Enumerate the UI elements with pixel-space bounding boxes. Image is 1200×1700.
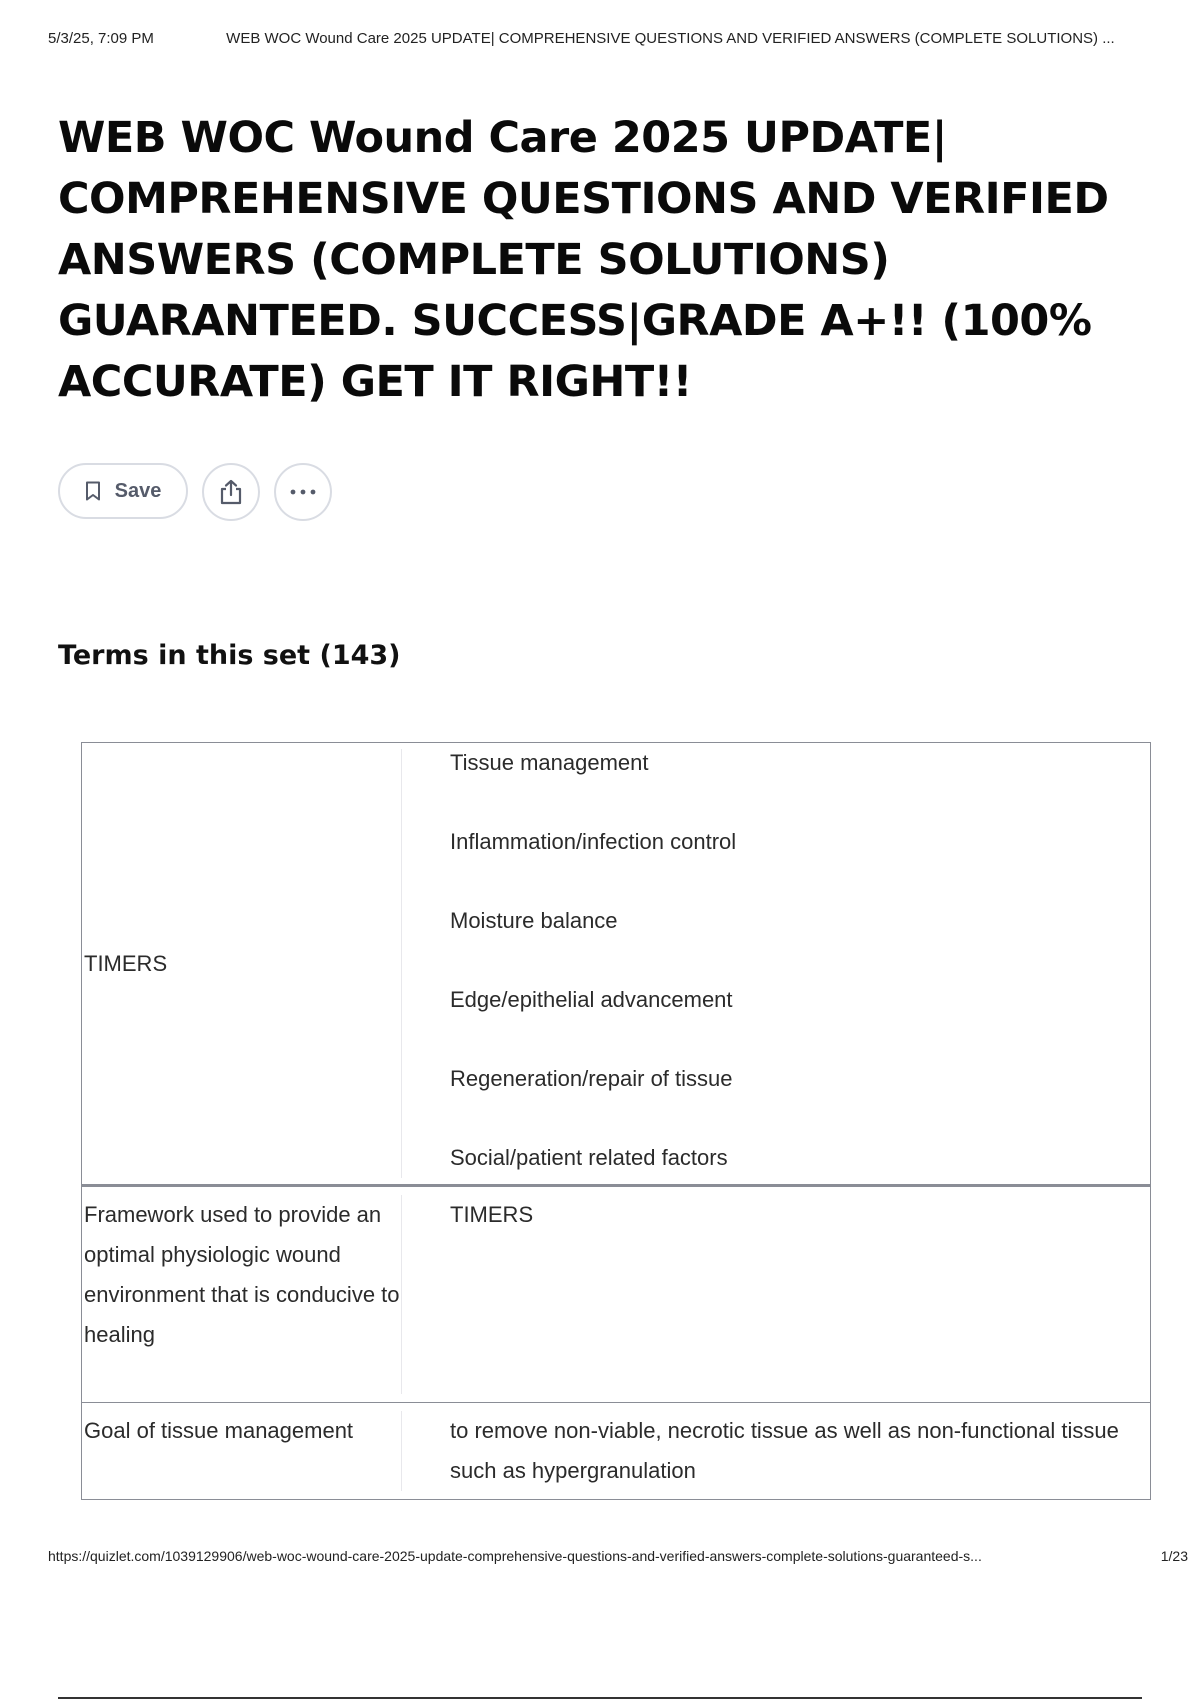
term-text: Goal of tissue management — [82, 1411, 402, 1491]
page-title: WEB WOC Wound Care 2025 UPDATE| COMPREHENSIVE QUESTIONS AND VERIFIED ANSWERS (COMPLETE SOLUTIONS) GUARANTEED. SUCCESS|GRADE A+!! (100% ACCURATE) GET IT RIGHT!! — [58, 113, 1109, 407]
share-button[interactable] — [202, 463, 260, 521]
definition-line: Social/patient related factors — [450, 1145, 728, 1170]
definition-text: TIMERS — [450, 1202, 534, 1227]
term-text: Framework used to provide an optimal physiologic wound environment that is conducive to healing — [82, 1195, 402, 1394]
divider — [58, 1697, 1142, 1699]
term-row — [82, 1184, 1150, 1402]
save-button[interactable] — [58, 463, 188, 519]
terms-heading: Terms in this set (143) — [58, 640, 401, 671]
print-page-title: WEB WOC Wound Care 2025 UPDATE| COMPREHENSIVE QUESTIONS AND VERIFIED ANSWERS (COMPLETE SOLUTIONS) ... — [226, 30, 1115, 47]
save-button-label: Save — [114, 479, 162, 502]
more-icon — [290, 489, 316, 495]
action-bar — [58, 463, 332, 521]
term-text — [82, 749, 402, 1178]
definition-line: Tissue management — [450, 750, 649, 775]
bookmark-icon — [85, 481, 101, 501]
page-number: 1/23 — [1160, 1548, 1188, 1564]
print-date: 5/3/25, 7:09 PM — [48, 30, 154, 47]
page-url: https://quizlet.com/1039129906/web-woc-wound-care-2025-update-comprehensive-questions-and-verified-answers-complete-solutions-guaranteed-s... — [48, 1548, 982, 1564]
print-header — [48, 30, 1172, 47]
definition-line: Moisture balance — [450, 908, 618, 933]
term-row — [82, 743, 1150, 1184]
terms-table — [81, 742, 1151, 1500]
share-icon — [219, 479, 243, 505]
definition-text — [402, 743, 1150, 1184]
definition-line: Edge/epithelial advancement — [450, 987, 733, 1012]
more-options-button[interactable] — [274, 463, 332, 521]
print-footer — [48, 1548, 1188, 1564]
definition-line: Inflammation/infection control — [450, 829, 737, 854]
term-label: TIMERS — [84, 950, 168, 976]
definition-text: to remove non-viable, necrotic tissue as well as non-functional tissue such as hypergranulation — [450, 1418, 1119, 1483]
term-row — [82, 1402, 1150, 1499]
definition-line: Regeneration/repair of tissue — [450, 1066, 733, 1091]
